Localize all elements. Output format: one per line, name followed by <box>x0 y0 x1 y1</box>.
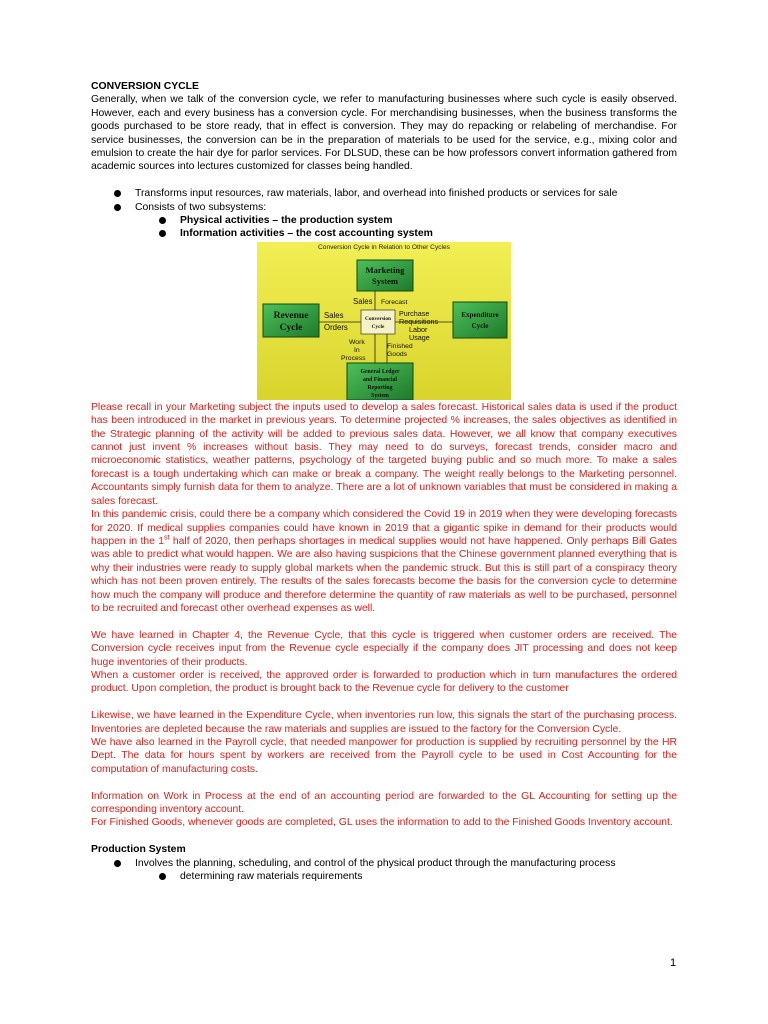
center-label-1: Conversion <box>365 315 391 322</box>
finished-goods-paragraph: For Finished Goods, whenever goods are completed, GL uses the information to add to the Finished Goods Inventory account. <box>91 817 673 829</box>
pandemic-text-2: half of 2020, then perhaps shortages in medical supplies would not have happened. Only perhaps Bill Gates was able to predict what would happen. We are also having suspicions that the Chinese government planned everything that is why their industries were ready to supply global markets when the pandemic struck. But this is still part of a conspiracy theory which has not been proven entirely. The results of the sales forecasts become the basis for the conversion cycle to determine how much the company will produce and therefore determine the quantity of raw materials as well to be purchased, personnel to be recruited and forecast other overhead expenses as well. <box>91 535 677 614</box>
payroll-paragraph: We have also learned in the Payroll cycle, that needed manpower for production is supplied by recruiting personnel by the HR Dept. The data for hours spent by workers are received from the Payroll cycle to be used in Cost Accounting for the computation of manufacturing costs. <box>91 736 677 775</box>
label-sales-orders-2: Orders <box>324 322 348 332</box>
label-labor-1: Labor <box>409 324 428 334</box>
document-page <box>91 80 677 883</box>
sub-bullet-item: Information activities – the cost accounting system <box>91 227 677 240</box>
gl-label-4: System <box>371 392 389 399</box>
label-purchase-2: Requisitions <box>399 316 439 326</box>
expenditure-cycle-box <box>453 302 507 338</box>
page-number: 1 <box>670 957 677 969</box>
label-wip-2: In <box>354 346 360 354</box>
pandemic-text-1: In this pandemic crisis, could there be a company which considered the Covid 19 in 2019 when they were developing forecasts for 2020. If medical supplies companies could have known in 2019 that a gigantic spike in demand for their products would happen in the 1 <box>91 509 677 547</box>
label-forecast: Forecast <box>381 298 408 306</box>
conversion-cycle-diagram <box>257 242 511 400</box>
revenue-label-2: Cycle <box>279 322 303 333</box>
label-wip-3: Process <box>341 354 366 362</box>
diagram-svg <box>257 242 511 400</box>
gl-label-1: General Ledger <box>360 368 400 375</box>
expenditure-paragraph: Likewise, we have learned in the Expenditure Cycle, when inventories run low, this signals the start of the purchasing process. Inventories are depleted because the raw materials and supplies are issued to the factory for the Conversion Cycle. <box>91 710 677 735</box>
diagram-title: Conversion Cycle in Relation to Other Cycles <box>318 243 450 251</box>
label-purchase-1: Purchase <box>399 308 430 318</box>
intro-paragraph: Generally, when we talk of the conversion cycle, we refer to manufacturing businesses where such cycle is easily observed. However, each and every business has a conversion cycle. For merchandising businesses, when the business transforms the goods purchased to be store ready, that in effect is conversion. They may do repacking or relabeling of merchandise. For service businesses, the conversion can be in the preparation of materials to be used for the service, e.g., mixing color and emulsion to create the hair dye for parlor services. For DLSUD, these can be how professors convert information gathered from academic sources into lectures customized for classes being handled. <box>91 94 677 173</box>
production-bullet: Involves the planning, scheduling, and control of the physical product through the manufacturing process <box>91 857 677 870</box>
pandemic-superscript: st <box>164 534 170 542</box>
bullet-item: Transforms input resources, raw materials, labor, and overhead into finished products or services for sale <box>91 187 677 200</box>
revenue-paragraph: We have learned in Chapter 4, the Revenue Cycle, that this cycle is triggered when customer orders are received. The Conversion cycle receives input from the Revenue cycle especially if the company does JIT processing and does not keep huge inventories of their products. <box>91 629 677 668</box>
sub-bullet-item: Physical activities – the production system <box>91 214 677 227</box>
gl-paragraph: Information on Work in Process at the end of an accounting period are forwarded to the GL Accounting for setting up the corresponding inventory account. <box>91 790 677 815</box>
gl-label-2: and Financial <box>363 376 397 383</box>
conversion-cycle-center-box <box>361 310 395 334</box>
label-finished-1: Finished <box>387 342 413 350</box>
expenditure-label-2: Cycle <box>471 321 489 330</box>
sales-forecast-paragraph: Please recall in your Marketing subject the inputs used to develop a sales forecast. Historical sales data is used if the product has been introduced in the market in previous years. To determine projected % increases, the sales objectives as identified in the Strategic planning of the activity will be added to previous sales data. However, we all know that company executives cannot just invent % increases without basis. They may need to do surveys, forecast trends, consider macro and microeconomic statistics, weather patterns, psychology of the targeted buying public and so much more. To make a sales forecast is a tough undertaking which can make or break a company. The weight really belongs to the Marketing personnel. Accountants simply furnish data for them to analyze. There are a lot of unknown variables that must be considered in making a sales forecast. <box>91 401 677 507</box>
label-labor-2: Usage <box>409 332 430 342</box>
expenditure-label-1: Expenditure <box>461 310 499 319</box>
production-sub-bullet: determining raw materials requirements <box>91 870 677 883</box>
gl-label-3: Reporting <box>367 384 393 391</box>
marketing-label-1: Marketing <box>365 264 405 275</box>
revenue-paragraph-2: When a customer order is received, the approved order is forwarded to production which in turn manufactures the ordered product. Upon completion, the product is brought back to the Revenue cycle for delivery to the customer <box>91 669 677 695</box>
label-wip-1: Work <box>349 338 365 346</box>
section-heading: CONVERSION CYCLE <box>91 81 199 92</box>
marketing-label-2: System <box>372 275 398 286</box>
bullet-item: Consists of two subsystems: <box>91 201 677 214</box>
production-heading: Production System <box>91 844 186 856</box>
center-label-2: Cycle <box>371 323 385 330</box>
revenue-label-1: Revenue <box>273 310 309 321</box>
label-sales: Sales <box>353 296 373 306</box>
pandemic-paragraph <box>91 508 677 615</box>
label-sales-orders-1: Sales <box>324 310 344 320</box>
label-finished-2: Goods <box>387 350 408 358</box>
